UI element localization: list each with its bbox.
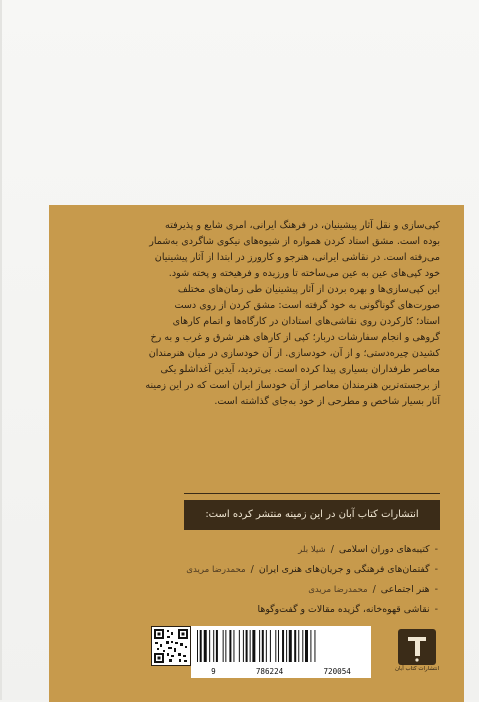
description-line: بوده است. مشق استاد کردن همواره از شیوه‌های نیکوی شاگردی به‌شمار bbox=[149, 236, 440, 247]
description-line: از برجسته‌ترین هنرمندان معاصر از آن خودساز ایران است که در این زمینه bbox=[145, 380, 440, 391]
book-author: شیلا بلر bbox=[298, 545, 326, 555]
aban-book-logo-icon bbox=[398, 629, 436, 665]
book-item: - نقاشی قهوه‌خانه، گزیده مقالات و گفت‌وگوها bbox=[190, 600, 438, 620]
publisher-logo bbox=[398, 629, 436, 665]
book-title: گفتمان‌های فرهنگی و جریان‌های هنری ایران bbox=[258, 564, 430, 575]
book-title: کتیبه‌های دوران اسلامی bbox=[338, 544, 430, 555]
page-edge bbox=[0, 0, 2, 700]
book-author: محمدرضا مریدی bbox=[186, 565, 246, 575]
description-line: آثار بسیار شاخص و مطرحی از خود به‌جای گذاشته است. bbox=[214, 396, 440, 407]
isbn-group: 786224 bbox=[255, 667, 284, 676]
description-paragraph bbox=[74, 218, 440, 410]
book-title: هنر اجتماعی bbox=[380, 584, 430, 595]
separator: / bbox=[250, 564, 254, 575]
description-line: خود کپی‌های عین به عین می‌ساخته تا ورزیده و فرهیخته و پخته شود. bbox=[168, 268, 440, 279]
book-author: محمدرضا مریدی bbox=[308, 585, 368, 595]
qr-code bbox=[151, 626, 191, 666]
separator: / bbox=[330, 544, 334, 555]
barcode-icon bbox=[197, 630, 365, 662]
description-line: این کپی‌سازی‌ها و بهره بردن از آثار پیشینیان طی زمان‌های مختلف bbox=[177, 284, 440, 295]
description-line: صورت‌های گوناگونی به خود گرفته است: مشق کردن از روی دست bbox=[174, 300, 440, 311]
description-line: کشیدن چیره‌دستی؛ و از آن، خودسازی. از آن خودسازی در میان هنرمندان bbox=[148, 348, 440, 359]
description-line: معاصر طرفداران بسیاری پیدا کرده است. بی‌تردید، آیدین آغداشلو یکی bbox=[160, 364, 440, 375]
description-line: می‌رفته است. در نقاشی ایرانی، هنرجو و کارورز در ابتدا از آثار پیشینیان bbox=[154, 252, 440, 263]
description-line: کپی‌سازی و نقل آثار پیشینیان، در فرهنگ ایرانی، امری شایع و پذیرفته bbox=[165, 220, 440, 231]
book-list bbox=[186, 540, 438, 620]
isbn-prefix: 9 bbox=[211, 667, 216, 676]
separator: / bbox=[372, 584, 376, 595]
logo-caption: انتشارات کتاب آبان bbox=[394, 666, 440, 672]
book-item: - گفتمان‌های فرهنگی و جریان‌های هنری ایران / محمدرضا مریدی bbox=[190, 560, 438, 580]
book-title: نقاشی قهوه‌خانه، گزیده مقالات و گفت‌وگوها bbox=[257, 604, 430, 615]
isbn-barcode bbox=[191, 626, 371, 678]
description-line: گروهی و انجام سفارشات دربار؛ کپی از کارهای هنر شرق و غرب و به رخ bbox=[150, 332, 440, 343]
book-item: - کتیبه‌های دوران اسلامی / شیلا بلر bbox=[190, 540, 438, 560]
publisher-banner: انتشارات کتاب آبان در این زمینه منتشر کرده است: bbox=[184, 500, 440, 530]
book-item: - هنر اجتماعی / محمدرضا مریدی bbox=[190, 580, 438, 600]
description-line: استاد؛ کارکردن روی نقاشی‌های استادان در کارگاه‌ها و اتمام کارهای bbox=[172, 316, 440, 327]
qr-code-icon bbox=[152, 627, 190, 665]
section-divider bbox=[184, 493, 440, 494]
isbn-group: 720054 bbox=[323, 667, 351, 676]
isbn-number bbox=[191, 667, 371, 676]
